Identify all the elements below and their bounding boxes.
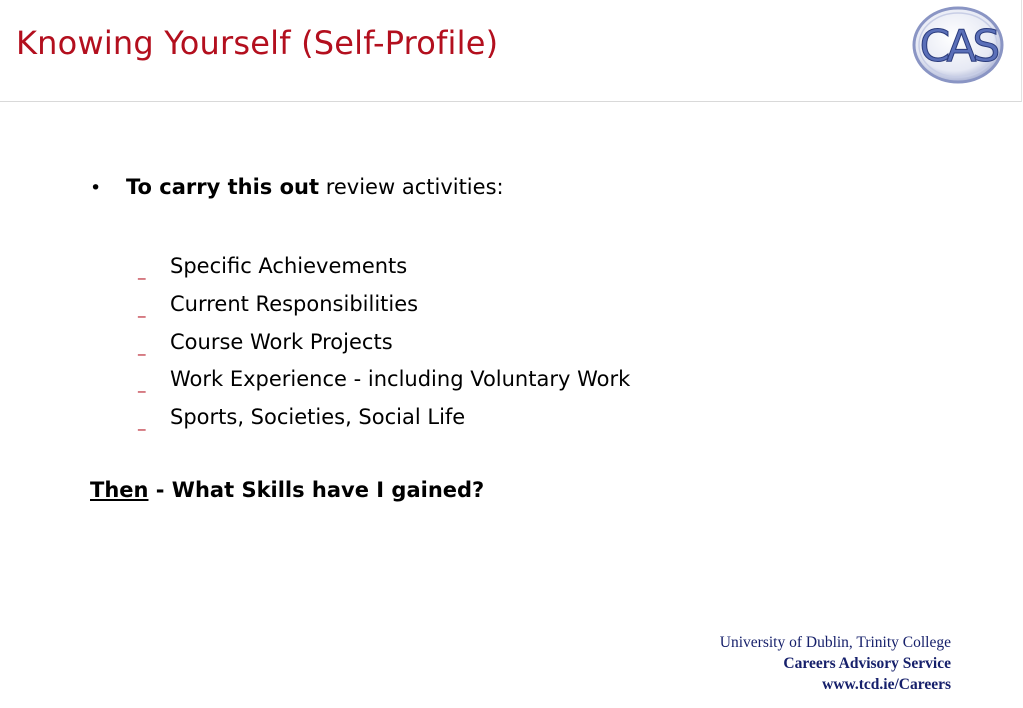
dash-marker: _ [138, 413, 146, 432]
bullet-dot: • [90, 177, 102, 199]
then-word: Then [90, 478, 149, 502]
list-item [138, 327, 630, 365]
list-item [138, 289, 630, 327]
list-item [138, 364, 630, 402]
intro-bold: To carry this out [126, 175, 320, 199]
list-item-label: Specific Achievements [170, 254, 408, 278]
footer-url: www.tcd.ie/Careers [822, 676, 951, 693]
dash-marker: _ [138, 337, 146, 356]
footer-service: Careers Advisory Service [783, 655, 951, 672]
list-item [138, 402, 630, 440]
list-item [138, 251, 630, 289]
footer-university: University of Dublin, Trinity College [719, 634, 951, 651]
list-item-label: Work Experience - including Voluntary Work [170, 367, 631, 392]
dash-marker: _ [138, 375, 146, 394]
logo-text: CAS [919, 21, 997, 72]
page-title: Knowing Yourself (Self-Profile) [16, 24, 499, 62]
list-item-label: Current Responsibilities [170, 291, 419, 316]
then-rest: - What Skills have I gained? [148, 478, 485, 502]
intro-rest: review activities: [319, 175, 504, 199]
footer [720, 632, 951, 695]
list-item-label: Sports, Societies, Social Life [170, 405, 466, 430]
list-item-label: Course Work Projects [170, 329, 393, 354]
dash-marker: _ [138, 299, 146, 318]
dash-marker: _ [138, 262, 146, 280]
bullet-intro [90, 175, 504, 199]
activities-list [138, 251, 630, 440]
then-question [90, 478, 484, 502]
